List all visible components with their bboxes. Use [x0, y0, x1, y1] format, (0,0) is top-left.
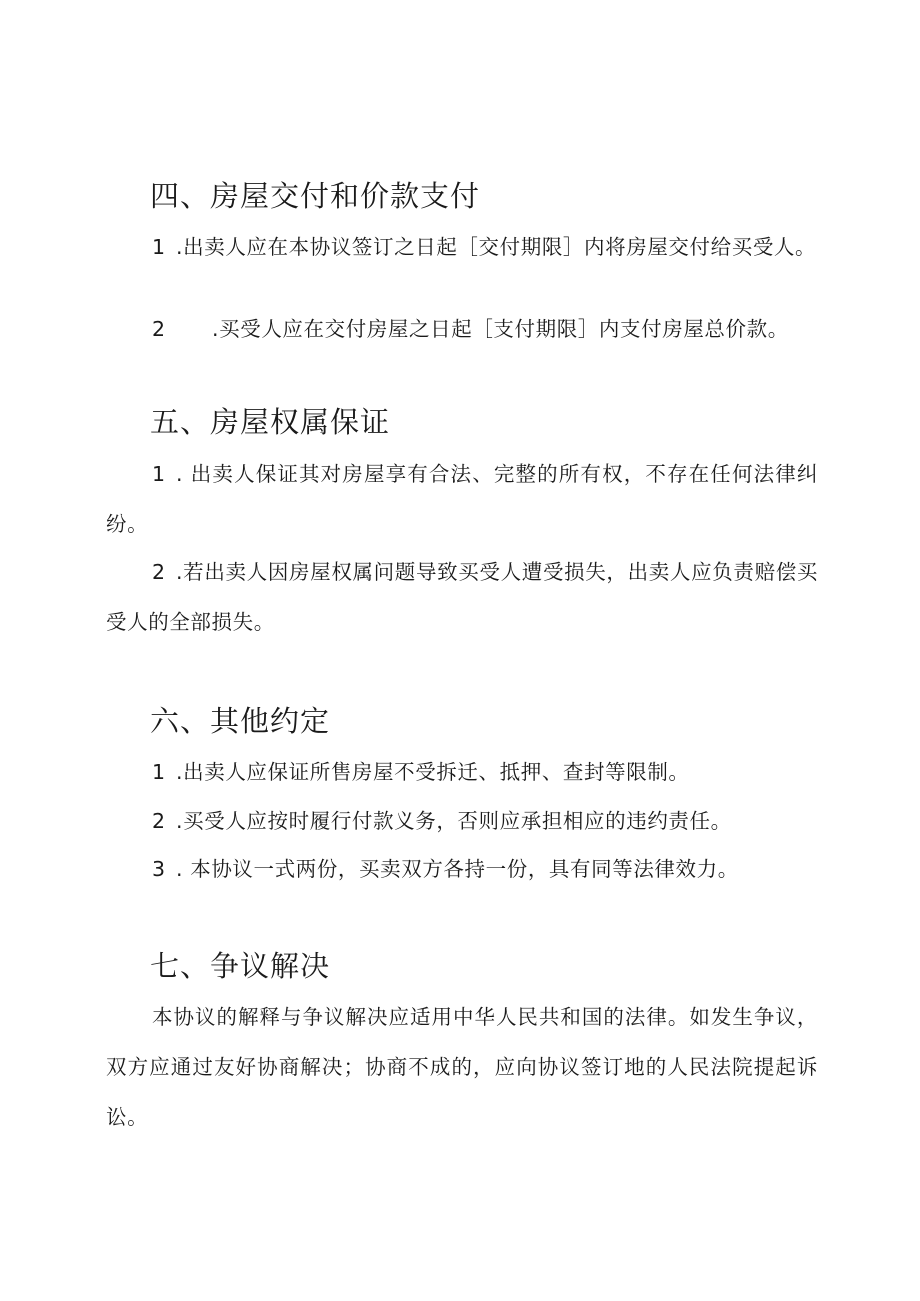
section-4-heading: 四、房屋交付和价款支付	[150, 179, 481, 213]
section-6-item-2	[106, 796, 818, 846]
item-text: .买受人应按时履行付款义务，否则应承担相应的违约责任。	[176, 809, 732, 833]
section-5-item-1	[106, 449, 818, 549]
section-4-item-2	[106, 304, 818, 354]
section-7-heading: 七、争议解决	[150, 949, 331, 983]
item-text: . 出卖人保证其对房屋享有合法、完整的所有权，不存在任何法律纠纷。	[106, 462, 818, 536]
section-5-item-2	[106, 547, 818, 647]
section-5-heading: 五、房屋权属保证	[150, 405, 391, 439]
section-7-body: 本协议的解释与争议解决应适用中华人民共和国的法律。如发生争议，双方应通过友好协商解决；协商不成的，应向协议签订地的人民法院提起诉讼。	[106, 1005, 818, 1129]
section-6-item-3	[106, 844, 818, 894]
item-number: 2	[152, 560, 166, 584]
item-number: 1	[152, 235, 166, 259]
item-text: .出卖人应在本协议签订之日起［交付期限］内将房屋交付给买受人。	[176, 235, 817, 259]
item-text: .买受人应在交付房屋之日起［支付期限］内支付房屋总价款。	[212, 317, 789, 341]
section-4-item-1	[106, 222, 818, 272]
item-text: .若出卖人因房屋权属问题导致买受人遭受损失，出卖人应负责赔偿买受人的全部损失。	[106, 560, 818, 634]
item-number: 1	[152, 462, 166, 486]
section-6-heading: 六、其他约定	[150, 704, 331, 738]
item-number: 2	[152, 809, 166, 833]
item-text: .出卖人应保证所售房屋不受拆迁、抵押、查封等限制。	[176, 760, 690, 784]
item-number: 1	[152, 760, 166, 784]
item-number: 3	[152, 857, 166, 881]
item-number: 2	[152, 317, 166, 341]
section-6-item-1	[106, 747, 818, 797]
item-text: . 本协议一式两份，买卖双方各持一份，具有同等法律效力。	[176, 857, 739, 881]
